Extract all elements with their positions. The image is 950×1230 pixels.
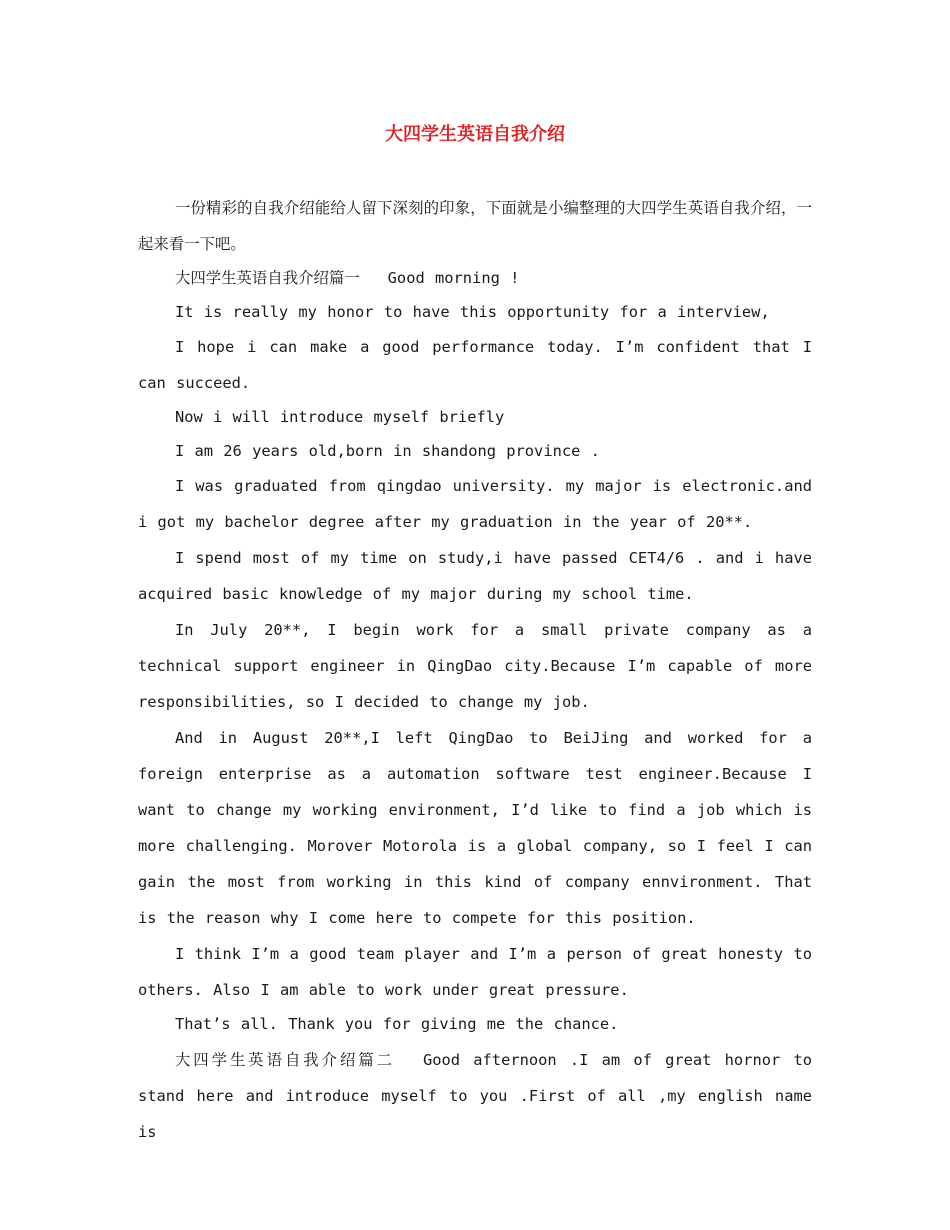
paragraph-2: I hope i can make a good performance today. I’m confident that I can succeed. — [138, 338, 812, 392]
section1-heading-line — [138, 262, 812, 296]
paragraph-1: It is really my honor to have this opportunity for a interview, — [174, 302, 770, 321]
document-title: 大四学生英语自我介绍 — [385, 124, 565, 145]
paragraph-10: That’s all. Thank you for giving me the chance. — [174, 1015, 619, 1033]
paragraph-5: I was graduated from qingdao university. my major is electronic.and i got my bachelor degree after my graduation in the year of 20**. — [138, 477, 812, 531]
section1-greeting: Good morning ! — [387, 269, 520, 287]
section2-text: Good afternoon .I am of great hornor to stand here and introduce myself to you .First of all ,my english name is — [138, 1050, 812, 1141]
paragraph-3: Now i will introduce myself briefly — [174, 408, 505, 426]
document-page — [138, 118, 812, 1150]
paragraph-6: I spend most of my time on study,i have passed CET4/6 . and i have acquired basic knowledge of my major during my school time. — [138, 549, 812, 603]
section2-paragraph — [138, 1042, 812, 1150]
intro-paragraph: 一份精彩的自我介绍能给人留下深刻的印象，下面就是小编整理的大四学生英语自我介绍，一起来看一下吧。 — [138, 199, 812, 253]
paragraph-7: In July 20**, I begin work for a small private company as a technical support engineer in QingDao city.Because I’m capable of more responsibilities, so I decided to change my job. — [138, 621, 812, 711]
paragraph-4: I am 26 years old,born in shandong province . — [174, 441, 600, 460]
paragraph-9: I think I’m a good team player and I’m a person of great honesty to others. Also I am able to work under great pressure. — [138, 945, 812, 999]
section1-heading: 大四学生英语自我介绍篇一 — [174, 269, 360, 287]
paragraph-8: And in August 20**,I left QingDao to BeiJing and worked for a foreign enterprise as a automation software test engineer.Because I want to change my working environment, I’d like to find a job which is more challenging. Morover Motorola is a global company, so I feel I can gain the most from working in this kind of company ennvironment. That is the reason why I come here to compete for this position. — [138, 729, 812, 927]
section2-heading: 大四学生英语自我介绍篇二 — [174, 1050, 395, 1069]
